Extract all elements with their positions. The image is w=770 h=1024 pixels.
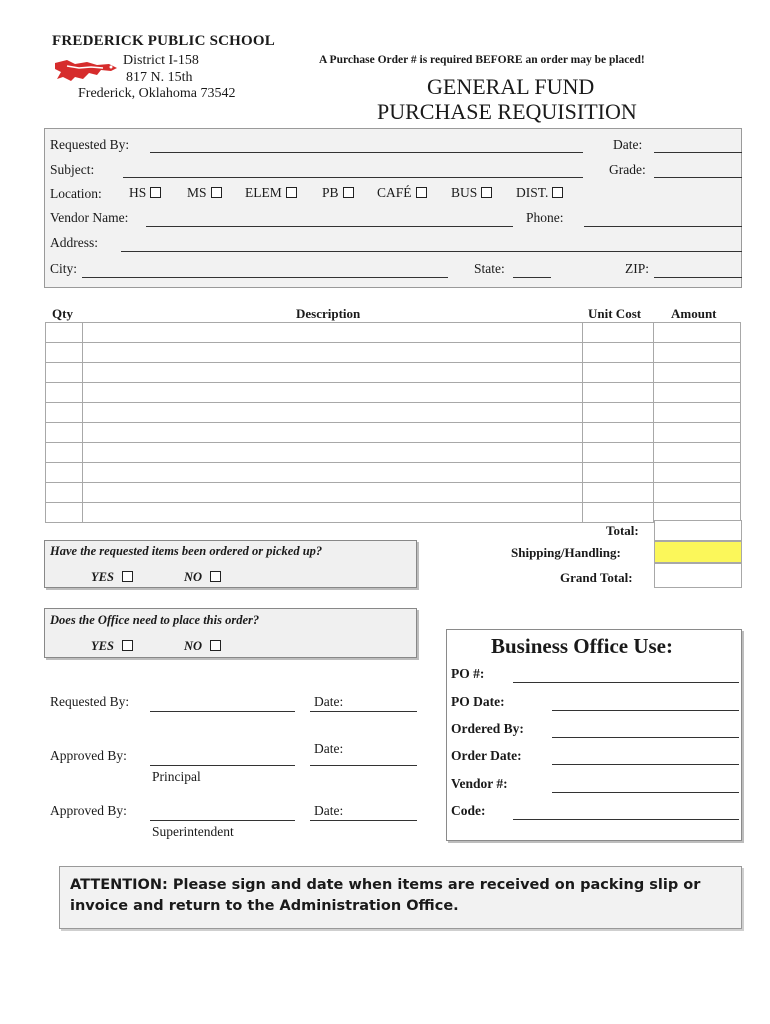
total-label: Total: (606, 523, 639, 538)
mascot-logo-icon (53, 57, 119, 83)
dist-checkbox[interactable] (552, 187, 563, 198)
description-cell[interactable] (82, 463, 582, 483)
vendor-number-label: Vendor #: (451, 776, 508, 791)
vendor-name-field[interactable] (146, 226, 513, 227)
sig-requested-date-field[interactable] (310, 711, 417, 712)
sig-requested-by-label: Requested By: (50, 694, 130, 709)
cafe-checkbox[interactable] (416, 187, 427, 198)
qty-cell[interactable] (46, 323, 83, 343)
description-cell[interactable] (82, 403, 582, 423)
line-items-table (45, 322, 741, 523)
attention-notice-text: ATTENTION: Please sign and date when items are received on packing slip or invoice and return to the Administration Office. (70, 877, 701, 914)
city-label: City: (50, 261, 78, 276)
qty-cell[interactable] (46, 403, 83, 423)
business-office-title: Business Office Use: (491, 634, 673, 658)
pb-checkbox[interactable] (343, 187, 354, 198)
qty-cell[interactable] (46, 423, 83, 443)
district-text: District I-158 (123, 53, 199, 68)
phone-field[interactable] (584, 226, 742, 227)
qty-cell[interactable] (46, 383, 83, 403)
table-row (46, 503, 741, 523)
qty-column-header: Qty (52, 306, 73, 321)
amount-cell[interactable] (654, 403, 741, 423)
po-required-notice: A Purchase Order # is required BEFORE an order may be placed! (319, 54, 645, 66)
date-label: Date: (613, 137, 643, 152)
office-yes-option[interactable]: YES (91, 639, 133, 654)
date-field[interactable] (654, 152, 742, 153)
location-option-bus[interactable]: BUS (451, 185, 492, 201)
state-field[interactable] (513, 277, 551, 278)
unit-cost-cell[interactable] (583, 403, 654, 423)
amount-cell[interactable] (654, 443, 741, 463)
grand-total-field[interactable] (654, 563, 742, 588)
amount-column-header: Amount (671, 306, 717, 321)
grand-total-label: Grand Total: (560, 570, 633, 585)
description-cell[interactable] (82, 323, 582, 343)
table-row (46, 463, 741, 483)
amount-cell[interactable] (654, 363, 741, 383)
principal-signature-field[interactable] (150, 765, 295, 766)
grade-label: Grade: (609, 162, 646, 177)
table-row (46, 443, 741, 463)
order-date-field[interactable] (552, 764, 739, 765)
subject-field[interactable] (123, 177, 583, 178)
amount-cell[interactable] (654, 423, 741, 443)
principal-date-field[interactable] (310, 765, 417, 766)
unit-cost-cell[interactable] (583, 483, 654, 503)
location-option-elem[interactable]: ELEM (245, 185, 297, 201)
location-option-hs[interactable]: HS (129, 185, 161, 201)
unit-cost-cell[interactable] (583, 383, 654, 403)
unit-cost-column-header: Unit Cost (588, 306, 642, 321)
form-title-line1: GENERAL FUND (427, 74, 595, 99)
qty-cell[interactable] (46, 503, 83, 523)
location-option-dist[interactable]: DIST. (516, 185, 563, 201)
elem-checkbox[interactable] (286, 187, 297, 198)
bus-checkbox[interactable] (481, 187, 492, 198)
office-order-question-text: Does the Office need to place this order? (50, 613, 260, 627)
requested-by-field[interactable] (150, 152, 583, 153)
city-state-zip: Frederick, Oklahoma 73542 (78, 86, 236, 101)
superintendent-date-field[interactable] (310, 820, 417, 821)
qty-cell[interactable] (46, 363, 83, 383)
school-name: FREDERICK PUBLIC SCHOOL (52, 33, 275, 49)
unit-cost-cell[interactable] (583, 443, 654, 463)
table-row (46, 363, 741, 383)
table-row (46, 383, 741, 403)
po-date-field[interactable] (552, 710, 739, 711)
description-cell[interactable] (82, 363, 582, 383)
qty-cell[interactable] (46, 463, 83, 483)
superintendent-signature-field[interactable] (150, 820, 295, 821)
qty-cell[interactable] (46, 343, 83, 363)
address-field[interactable] (121, 251, 742, 252)
table-row (46, 423, 741, 443)
superintendent-date-label: Date: (314, 803, 344, 818)
ordered-yes-checkbox[interactable] (122, 571, 133, 582)
principal-date-label: Date: (314, 741, 344, 756)
vendor-number-field[interactable] (552, 792, 739, 793)
description-cell[interactable] (82, 383, 582, 403)
ordered-question-text: Have the requested items been ordered or picked up? (50, 544, 323, 558)
description-column-header: Description (296, 306, 361, 321)
table-row (46, 343, 741, 363)
unit-cost-cell[interactable] (583, 423, 654, 443)
ms-checkbox[interactable] (211, 187, 222, 198)
sig-requested-date-label: Date: (314, 694, 344, 709)
ordered-yes-option[interactable]: YES (91, 570, 133, 585)
description-cell[interactable] (82, 343, 582, 363)
description-cell[interactable] (82, 423, 582, 443)
description-cell[interactable] (82, 443, 582, 463)
location-label: Location: (50, 186, 102, 201)
office-no-checkbox[interactable] (210, 640, 221, 651)
table-row (46, 323, 741, 343)
grade-field[interactable] (654, 177, 742, 178)
attention-notice-box (59, 866, 742, 929)
unit-cost-cell[interactable] (583, 343, 654, 363)
principal-approved-by-label: Approved By: (50, 748, 127, 763)
description-cell[interactable] (82, 503, 582, 523)
unit-cost-cell[interactable] (583, 503, 654, 523)
subject-label: Subject: (50, 162, 95, 177)
ordered-by-label: Ordered By: (451, 721, 524, 736)
sig-requested-by-field[interactable] (150, 711, 295, 712)
table-row (46, 403, 741, 423)
po-number-field[interactable] (513, 682, 739, 683)
shipping-handling-field[interactable] (654, 541, 742, 563)
unit-cost-cell[interactable] (583, 463, 654, 483)
form-title-line2: PURCHASE REQUISITION (377, 99, 637, 124)
street-address: 817 N. 15th (126, 70, 193, 85)
amount-cell[interactable] (654, 483, 741, 503)
qty-cell[interactable] (46, 483, 83, 503)
hs-checkbox[interactable] (150, 187, 161, 198)
code-field[interactable] (513, 819, 739, 820)
zip-field[interactable] (654, 277, 742, 278)
po-date-label: PO Date: (451, 694, 505, 709)
amount-cell[interactable] (654, 463, 741, 483)
address-label: Address: (50, 235, 98, 250)
unit-cost-cell[interactable] (583, 363, 654, 383)
ordered-by-field[interactable] (552, 737, 739, 738)
location-option-pb[interactable]: PB (322, 185, 354, 201)
order-date-label: Order Date: (451, 748, 522, 763)
vendor-name-label: Vendor Name: (50, 210, 129, 225)
po-number-label: PO #: (451, 666, 485, 681)
ordered-no-checkbox[interactable] (210, 571, 221, 582)
location-option-cafe[interactable]: CAFÉ (377, 185, 427, 201)
unit-cost-cell[interactable] (583, 323, 654, 343)
superintendent-caption: Superintendent (152, 824, 234, 839)
principal-caption: Principal (152, 769, 201, 784)
superintendent-approved-by-label: Approved By: (50, 803, 127, 818)
office-yes-checkbox[interactable] (122, 640, 133, 651)
city-field[interactable] (82, 277, 448, 278)
shipping-handling-label: Shipping/Handling: (511, 545, 621, 560)
total-field[interactable] (654, 520, 742, 541)
zip-label: ZIP: (625, 261, 650, 276)
state-label: State: (474, 261, 505, 276)
code-label: Code: (451, 803, 486, 818)
amount-cell[interactable] (654, 343, 741, 363)
location-option-ms[interactable]: MS (187, 185, 222, 201)
table-row (46, 483, 741, 503)
amount-cell[interactable] (654, 323, 741, 343)
qty-cell[interactable] (46, 443, 83, 463)
ordered-no-option[interactable]: NO (184, 570, 221, 585)
phone-label: Phone: (526, 210, 564, 225)
description-cell[interactable] (82, 483, 582, 503)
office-no-option[interactable]: NO (184, 639, 221, 654)
amount-cell[interactable] (654, 383, 741, 403)
requested-by-label: Requested By: (50, 137, 130, 152)
